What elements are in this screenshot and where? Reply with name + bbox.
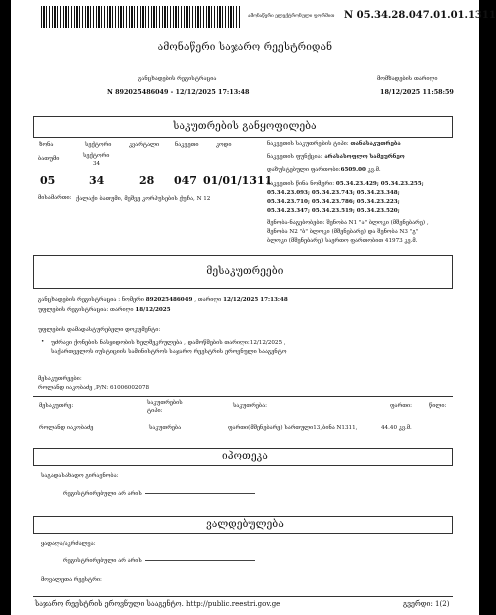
footer-divider: [33, 596, 453, 597]
basis-label: უფლების დამადასტურებელი დოკუმენტი:: [38, 327, 161, 333]
debtors-label: მოვალეთა რეესტრი:: [41, 577, 102, 583]
table-header-share: წილი:: [429, 403, 447, 409]
mortgage-subject-value: რეგისტრირებული არ არის: [63, 491, 255, 497]
right-registration-line: უფლების რეგისტრაცია: თარიღი 18/12/2025: [38, 307, 171, 313]
address-value: ქალაქი ბათუმი, მეშვე კორპუსების ქუჩა, N 12: [76, 196, 211, 202]
parcel-previous-number: ნაკვეთის წინა ნომერი: 05.34.23.429; 05.34.23.255;: [267, 181, 424, 187]
col-header-zone: ზონა: [39, 142, 54, 148]
footer-agency: საჯარო რეესტრის ეროვნული სააგენტო. http://public.reestri.gov.ge: [35, 600, 281, 608]
footer-page: გვერდი: 1(2): [403, 600, 450, 608]
table-row-area: 44.40 კვ.მ.: [381, 425, 412, 431]
document-page: [11, 0, 496, 615]
application-label: განცხადების რეგისტრაცია: [138, 76, 217, 82]
parcel-area: დაზუსტებული ფართობი:6509.00 კვ.მ.: [267, 167, 381, 173]
mortgage-subject-label: საგადასახადო გირავნობა:: [41, 473, 119, 479]
table-header-ownership-type: საკუთრების ტიპი:: [147, 400, 183, 414]
code-sector: 34: [89, 174, 105, 187]
building-line-2: შენობა N2 "ბ" ბლოკი (მშენებარე) და შენობა N3 "გ": [267, 229, 419, 235]
building-line-1: შენობა-ნაგებობები: შენობა N1 "ა" ბლოკი (მშენებარე) ,: [267, 220, 429, 226]
table-header-property: საკუთრება:: [233, 403, 268, 409]
property-section-title: საკუთრების განყოფილება: [173, 121, 317, 132]
table-row-property: ფართი(მშენებარე) სართული13,ბინა N1311,: [228, 425, 358, 431]
prev-numbers-line-3: 05.34.23.347; 05.34.23.519; 05.34.23.520;: [267, 208, 400, 214]
document-title: ამონაწერი საჯარო რეესტრიდან: [157, 42, 333, 53]
seizure-value: რეგისტრირებული არ არის: [63, 558, 255, 564]
document-number: N 05.34.28.047.01.01.1311: [344, 10, 496, 21]
building-line-3: ბლოკი (მშენებარე) საერთო ფართობით 41973 კვ.მ.: [267, 238, 418, 244]
code-quarter: 28: [139, 174, 155, 187]
prev-numbers-line-1: 05.34.23.093; 05.34.23.743; 05.34.23.348;: [267, 190, 400, 196]
table-row-ownership-type: საკუთრება: [149, 425, 182, 431]
sector-sub: 34: [93, 161, 101, 167]
small-caption: ამონაწერი ელექტრონული ფორმით: [248, 14, 335, 19]
col-header-sector: სექტორი: [85, 142, 112, 148]
prev-numbers-line-2: 05.34.23.710; 05.34.23.786; 05.34.23.223;: [267, 199, 400, 205]
prepared-label: მომზადების თარიღი: [377, 76, 438, 82]
parcel-ownership-type: ნაკვეთის საკუთრების ტიპი: თანასაკუთრება: [267, 141, 401, 147]
zone-name: ბათუმი: [38, 156, 60, 162]
basis-bullet: •: [41, 339, 45, 345]
col-header-quarter: კვარტალი: [129, 142, 160, 148]
parcel-function: ნაკვეთის ფუნქცია: არასასოფლო სამეურნეო: [267, 154, 405, 160]
owners-label: მესაკუთრეები:: [38, 376, 82, 382]
mortgage-section-title: იპოთეკა: [221, 451, 269, 462]
owners-divider: [33, 396, 453, 397]
code-zone: 05: [40, 174, 56, 187]
table-header-area: ფართი:: [390, 403, 413, 409]
owners-section-title: მესაკუთრეები: [206, 266, 284, 277]
barcode: [41, 6, 241, 28]
application-value: N 892025486049 - 12/12/2025 17:13:48: [107, 88, 250, 96]
address-label: მისამართი:: [38, 195, 72, 201]
table-header-owner: მესაკუთრე:: [39, 403, 74, 409]
prepared-value: 18/12/2025 11:58:59: [380, 88, 454, 96]
col-header-parcel: ნაკვეთი: [175, 142, 199, 148]
owner-line: როლანდ იაკობაძე ,P/N: 61006002078: [38, 385, 150, 391]
sector-name: სექტორი: [83, 153, 110, 159]
owners-application-line: განცხადების რეგისტრაცია : ნომერი 892025486049 , თარიღი 12/12/2025 17:13:48: [38, 297, 288, 303]
seizure-label: ყადაღა/აკრძალვა:: [41, 541, 96, 547]
table-row-owner: როლანდ იაკობაძე: [39, 425, 94, 431]
code-parcel: 047: [174, 174, 197, 187]
code-full: 01/01/1311: [203, 174, 273, 187]
basis-item: უძრავი ქონების ნასყიდობის ხელშეკრულება , დამოწმების თარიღი:12/12/2025 , საქართველოს იუსტიციის სამინისტროს საჯარო რეესტრის ეროვნული სააგენტო: [51, 340, 287, 355]
col-header-code: კოდი: [216, 142, 232, 148]
encumbrance-section-title: ვალდებულება: [206, 519, 284, 530]
